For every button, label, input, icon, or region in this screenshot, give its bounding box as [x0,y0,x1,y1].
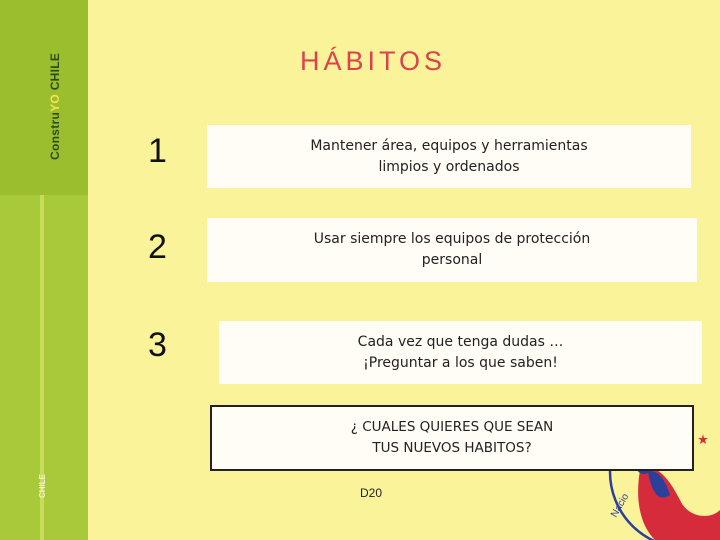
habit-1-line2: limpios y ordenados [378,158,520,175]
habit-number-2: 2 [148,228,167,266]
habit-2-line2: personal [421,252,483,268]
habit-card-2 [207,218,697,282]
question-line2: TUS NUEVOS HABITOS? [372,440,532,456]
habit-card-3 [219,321,702,384]
habit-number-3: 3 [148,326,167,364]
habit-2-line1: Usar siempre los equipos de protección [313,231,591,247]
habit-3-line1: Cada vez que tenga dudas … [357,333,564,350]
habit-card-1 [207,125,691,188]
habit-3-line2: ¡Preguntar a los que saben! [363,354,558,371]
seal-text: Nacio [609,491,632,520]
habit-1-line1: Mantener área, equipos y herramientas [310,137,588,154]
habit-number-1: 1 [148,132,167,170]
brand-suffix: CHILE [48,52,62,94]
brand-prefix: Constru [48,111,62,160]
brand-logo [48,53,62,160]
question-box [210,405,694,471]
sidebar-top [0,0,88,195]
brand-yo: YO [48,93,62,112]
question-line1: ¿ CUALES QUIERES QUE SEAN [350,419,554,435]
page-title: HÁBITOS [300,46,447,76]
mini-brand: CHILE [38,474,47,498]
slide-code: D20 [360,486,383,500]
sidebar [0,0,88,540]
